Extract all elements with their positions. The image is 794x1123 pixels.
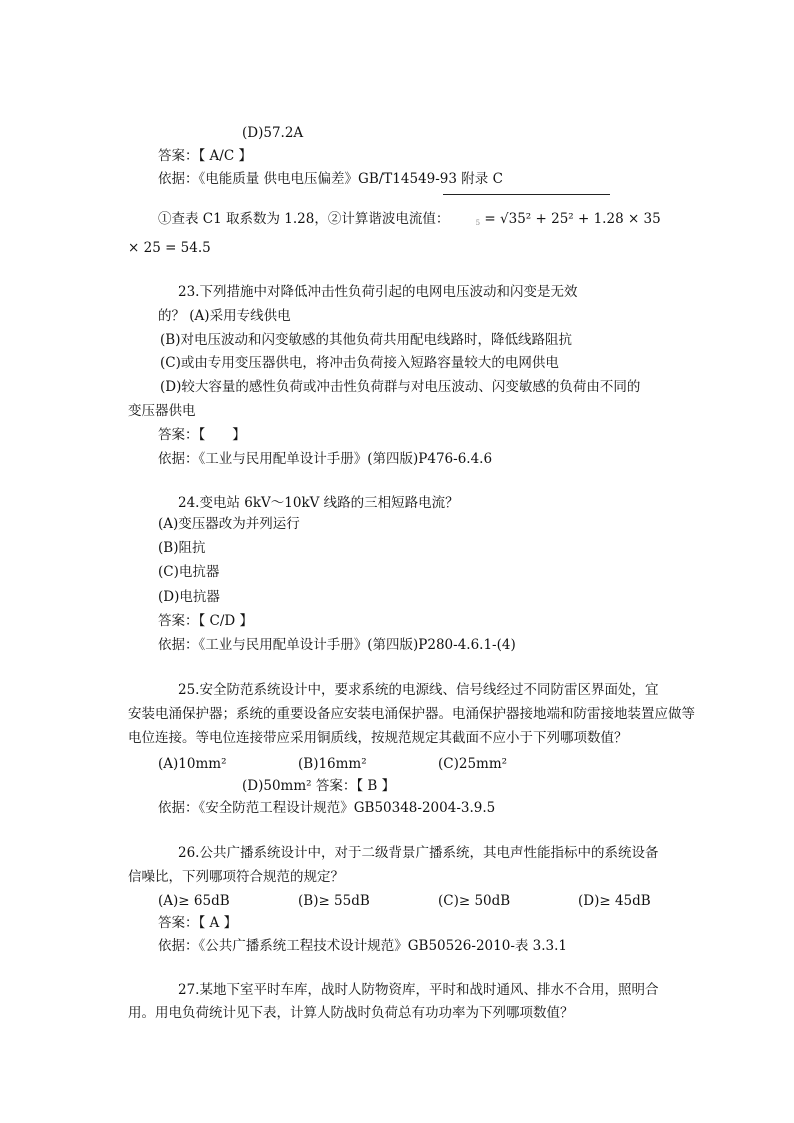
q22-answer: 答案：【 A/C 】 (158, 148, 252, 164)
calc-text: ①查表 C1 取系数为 1.28，②计算谐波电流值： (158, 211, 450, 227)
q26-option-c: (C)≥ 50dB (438, 893, 511, 909)
q26-option-b: (B)≥ 55dB (298, 893, 370, 909)
q26-option-a: (A)≥ 65dB (158, 893, 230, 909)
q25-stem-line3: 电位连接。等电位连接带应采用铜质线，按规范规定其截面不应小于下列哪项数值？ (128, 730, 628, 746)
q24-basis: 依据：《工业与民用配单设计手册》(第四版)P280-4.6.1-(4) (158, 637, 516, 653)
q22-calc-cont: × 25 = 54.5 (128, 240, 211, 256)
q25-option-b: (B)16mm² (298, 756, 367, 772)
q24-answer: 答案：【 C/D 】 (158, 613, 254, 629)
q23-basis: 依据：《工业与民用配单设计手册》(第四版)P476-6.4.6 (158, 451, 493, 467)
q24-option-c: (C)电抗器 (158, 564, 220, 580)
calc-formula: = √35² + 25² + 1.28 × 35 (484, 211, 661, 227)
q24-stem: 24.变电站 6kV～10kV 线路的三相短路电流？ (178, 495, 459, 511)
q26-basis: 依据：《公共广播系统工程技术设计规范》GB50526-2010-表 3.3.1 (158, 938, 568, 954)
q25-option-d-answer: (D)50mm² 答案：【 B 】 (242, 778, 396, 794)
q25-option-a: (A)10mm² (158, 756, 227, 772)
q25-option-c: (C)25mm² (438, 756, 508, 772)
formula-divider (443, 194, 610, 195)
q23-option-c: (C)或由专用变压器供电，将冲击负荷接入短路容量较大的电网供电 (160, 355, 559, 371)
q24-option-b: (B)阻抗 (158, 540, 206, 556)
q26-answer: 答案：【 A 】 (158, 915, 238, 931)
q26-option-d: (D)≥ 45dB (578, 893, 651, 909)
q26-stem-line2: 信噪比，下列哪项符合规范的规定？ (128, 869, 344, 885)
q27-stem: 27.某地下室平时车库，战时人防物资库，平时和战时通风、排水不合用，照明合 (178, 982, 659, 998)
q24-option-d: (D)电抗器 (158, 589, 220, 605)
q22-option-d: (D)57.2A (242, 125, 304, 141)
q27-stem-line2: 用。用电负荷统计见下表，计算人防战时负荷总有功功率为下列哪项数值？ (128, 1005, 574, 1021)
q23-option-b: (B)对电压波动和闪变敏感的其他负荷共用配电线路时，降低线路阻抗 (160, 332, 572, 348)
q22-calc (158, 210, 661, 232)
q23-answer: 答案：【 】 (158, 427, 246, 443)
q25-stem: 25.安全防范系统设计中，要求系统的电源线、信号线经过不同防雷区界面处，宜 (178, 682, 659, 698)
q23-stem-cont: 的？ (A)采用专线供电 (158, 308, 291, 324)
q25-stem-line2: 安装电涌保护器；系统的重要设备应安装电涌保护器。电涌保护器接地端和防雷接地装置应做等 (128, 706, 695, 722)
q23-stem: 23.下列措施中对降低冲击性负荷引起的电网电压波动和闪变是无效 (178, 284, 578, 300)
q24-option-a: (A)变压器改为并列运行 (158, 516, 300, 532)
q23-option-d-cont: 变压器供电 (128, 403, 196, 419)
q23-option-d: (D)较大容量的感性负荷或冲击性负荷群与对电压波动、闪变敏感的负荷由不同的 (160, 379, 641, 395)
q26-stem: 26.公共广播系统设计中，对于二级背景广播系统，其电声性能指标中的系统设备 (178, 845, 659, 861)
calc-subscript: 5 (475, 219, 481, 227)
q22-basis: 依据：《电能质量 供电电压偏差》GB/T14549-93 附录 C (158, 171, 503, 187)
q25-basis: 依据：《安全防范工程设计规范》GB50348-2004-3.9.5 (158, 800, 496, 816)
